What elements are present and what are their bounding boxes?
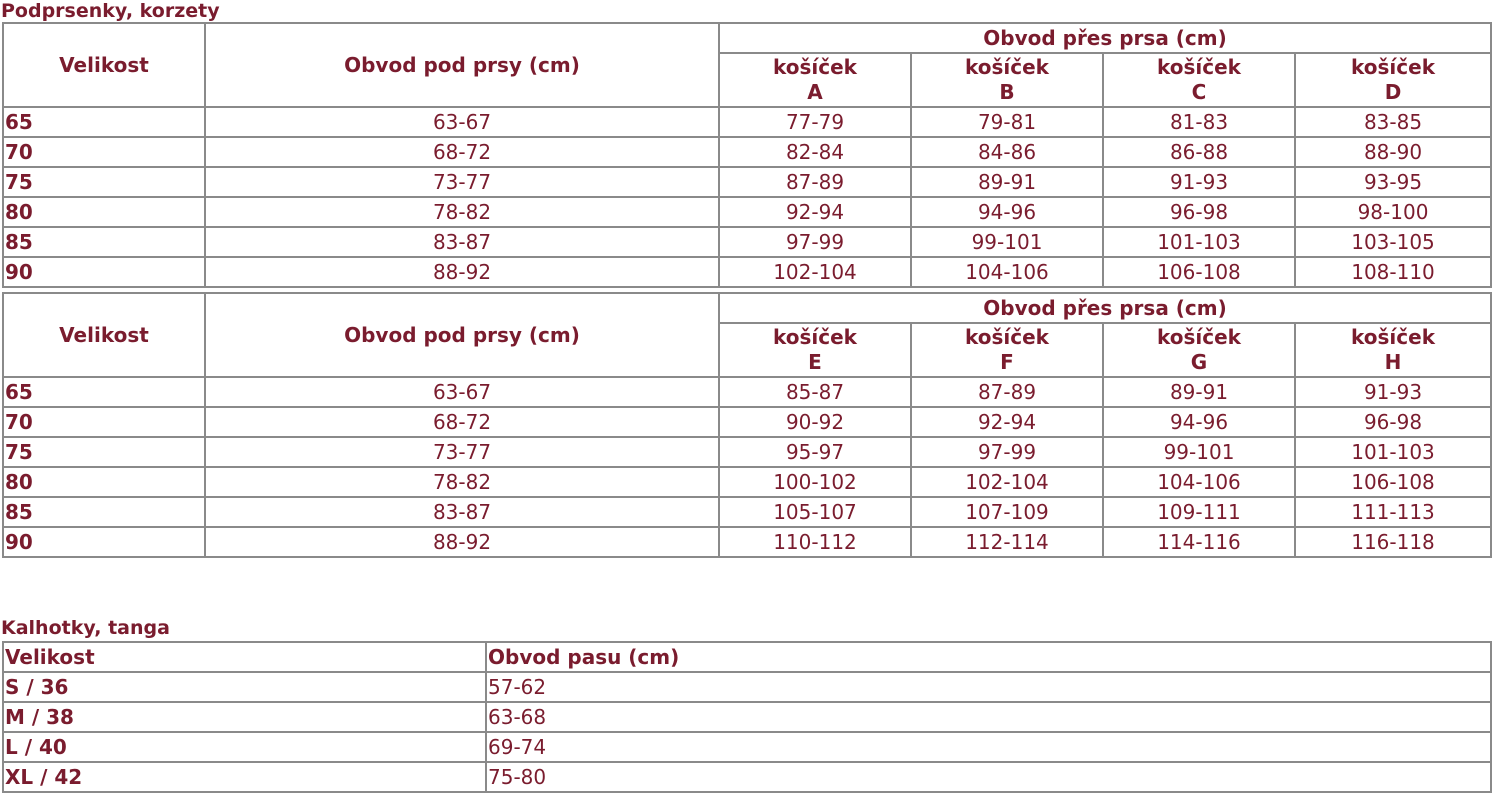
bust-cell: 101-103 (1104, 228, 1294, 256)
size-cell: 75 (4, 438, 204, 466)
bust-cell: 114-116 (1104, 528, 1294, 556)
cup-word: košíček (1351, 325, 1435, 349)
bust-cell: 104-106 (1104, 468, 1294, 496)
size-cell: 65 (4, 108, 204, 136)
cup-word: košíček (965, 325, 1049, 349)
bust-cell: 108-110 (1296, 258, 1490, 286)
size-cell: 85 (4, 228, 204, 256)
underbust-cell: 83-87 (206, 498, 718, 526)
bust-cell: 86-88 (1104, 138, 1294, 166)
header-bust: Obvod přes prsa (cm) (720, 294, 1490, 322)
size-cell: 85 (4, 498, 204, 526)
waist-cell: 69-74 (487, 733, 1490, 761)
cup-letter: G (1190, 350, 1208, 374)
cup-word: košíček (773, 325, 857, 349)
table-row (4, 673, 1490, 701)
bust-cell: 102-104 (912, 468, 1102, 496)
bust-cell: 99-101 (1104, 438, 1294, 466)
cup-header (912, 54, 1102, 106)
bust-cell: 83-85 (1296, 108, 1490, 136)
cup-letter: B (999, 80, 1015, 104)
bust-cell: 89-91 (912, 168, 1102, 196)
bra-rows-2 (4, 378, 1490, 556)
underbust-cell: 83-87 (206, 228, 718, 256)
underbust-cell: 68-72 (206, 408, 718, 436)
bust-cell: 95-97 (720, 438, 910, 466)
size-cell: L / 40 (4, 733, 485, 761)
bust-cell: 88-90 (1296, 138, 1490, 166)
size-cell: XL / 42 (4, 763, 485, 791)
bust-cell: 79-81 (912, 108, 1102, 136)
bust-cell: 105-107 (720, 498, 910, 526)
table-row (4, 378, 1490, 406)
cup-word: košíček (773, 55, 857, 79)
table-row (4, 703, 1490, 731)
header-size: Velikost (4, 294, 204, 376)
size-cell: 80 (4, 198, 204, 226)
table-row (4, 108, 1490, 136)
underbust-cell: 73-77 (206, 438, 718, 466)
underbust-cell: 88-92 (206, 258, 718, 286)
header-waist: Obvod pasu (cm) (487, 643, 1490, 671)
bust-cell: 101-103 (1296, 438, 1490, 466)
cup-word: košíček (965, 55, 1049, 79)
bust-cell: 106-108 (1296, 468, 1490, 496)
bust-cell: 99-101 (912, 228, 1102, 256)
bra-size-table-1 (2, 22, 1492, 288)
cup-header (720, 54, 910, 106)
bust-cell: 106-108 (1104, 258, 1294, 286)
table-row (4, 498, 1490, 526)
bust-cell: 102-104 (720, 258, 910, 286)
table-row (4, 763, 1490, 791)
panties-title: Kalhotky, tanga (1, 617, 170, 639)
table-row (4, 198, 1490, 226)
cup-word: košíček (1157, 325, 1241, 349)
bust-cell: 94-96 (912, 198, 1102, 226)
bust-cell: 104-106 (912, 258, 1102, 286)
table-row (4, 438, 1490, 466)
bras-title: Podprsenky, korzety (1, 0, 220, 22)
bra-size-table-2 (2, 292, 1492, 558)
bust-cell: 96-98 (1104, 198, 1294, 226)
cup-header (1296, 54, 1490, 106)
bra-rows-1 (4, 108, 1490, 286)
bust-cell: 89-91 (1104, 378, 1294, 406)
underbust-cell: 68-72 (206, 138, 718, 166)
bust-cell: 111-113 (1296, 498, 1490, 526)
cup-header (1104, 324, 1294, 376)
header-underbust: Obvod pod prsy (cm) (206, 294, 718, 376)
size-cell: 90 (4, 258, 204, 286)
table-row (4, 408, 1490, 436)
panties-rows (4, 673, 1490, 791)
size-cell: 75 (4, 168, 204, 196)
bust-cell: 92-94 (912, 408, 1102, 436)
bust-cell: 112-114 (912, 528, 1102, 556)
cup-header (912, 324, 1102, 376)
underbust-cell: 73-77 (206, 168, 718, 196)
bust-cell: 97-99 (912, 438, 1102, 466)
cup-letter: A (807, 80, 823, 104)
bust-cell: 109-111 (1104, 498, 1294, 526)
cup-letter: D (1384, 80, 1402, 104)
panties-size-table (2, 641, 1492, 793)
bust-cell: 97-99 (720, 228, 910, 256)
table-row (4, 228, 1490, 256)
bust-cell: 85-87 (720, 378, 910, 406)
cup-header (1296, 324, 1490, 376)
header-underbust: Obvod pod prsy (cm) (206, 24, 718, 106)
table-row (4, 528, 1490, 556)
table-row (4, 258, 1490, 286)
header-bust: Obvod přes prsa (cm) (720, 24, 1490, 52)
underbust-cell: 78-82 (206, 468, 718, 496)
bust-cell: 100-102 (720, 468, 910, 496)
bust-cell: 90-92 (720, 408, 910, 436)
header-size: Velikost (4, 24, 204, 106)
cup-word: košíček (1351, 55, 1435, 79)
bust-cell: 82-84 (720, 138, 910, 166)
bust-cell: 94-96 (1104, 408, 1294, 436)
bust-cell: 93-95 (1296, 168, 1490, 196)
bust-cell: 103-105 (1296, 228, 1490, 256)
underbust-cell: 63-67 (206, 108, 718, 136)
bust-cell: 91-93 (1104, 168, 1294, 196)
size-cell: 70 (4, 138, 204, 166)
size-cell: 65 (4, 378, 204, 406)
size-cell: 70 (4, 408, 204, 436)
bust-cell: 107-109 (912, 498, 1102, 526)
size-cell: M / 38 (4, 703, 485, 731)
underbust-cell: 88-92 (206, 528, 718, 556)
cup-letter: H (1384, 350, 1402, 374)
bust-cell: 77-79 (720, 108, 910, 136)
size-cell: 80 (4, 468, 204, 496)
bust-cell: 98-100 (1296, 198, 1490, 226)
size-cell: S / 36 (4, 673, 485, 701)
cup-letter: C (1191, 80, 1207, 104)
table-row (4, 733, 1490, 761)
cup-letter: E (808, 350, 822, 374)
size-cell: 90 (4, 528, 204, 556)
underbust-cell: 78-82 (206, 198, 718, 226)
cup-header (720, 324, 910, 376)
bust-cell: 87-89 (720, 168, 910, 196)
cup-word: košíček (1157, 55, 1241, 79)
cup-header (1104, 54, 1294, 106)
table-row (4, 168, 1490, 196)
table-row (4, 138, 1490, 166)
bust-cell: 96-98 (1296, 408, 1490, 436)
bust-cell: 84-86 (912, 138, 1102, 166)
underbust-cell: 63-67 (206, 378, 718, 406)
waist-cell: 75-80 (487, 763, 1490, 791)
bust-cell: 91-93 (1296, 378, 1490, 406)
header-size: Velikost (4, 643, 485, 671)
waist-cell: 63-68 (487, 703, 1490, 731)
bust-cell: 116-118 (1296, 528, 1490, 556)
table-row (4, 468, 1490, 496)
bust-cell: 92-94 (720, 198, 910, 226)
bust-cell: 87-89 (912, 378, 1102, 406)
bust-cell: 81-83 (1104, 108, 1294, 136)
bust-cell: 110-112 (720, 528, 910, 556)
cup-letter: F (1000, 350, 1014, 374)
waist-cell: 57-62 (487, 673, 1490, 701)
